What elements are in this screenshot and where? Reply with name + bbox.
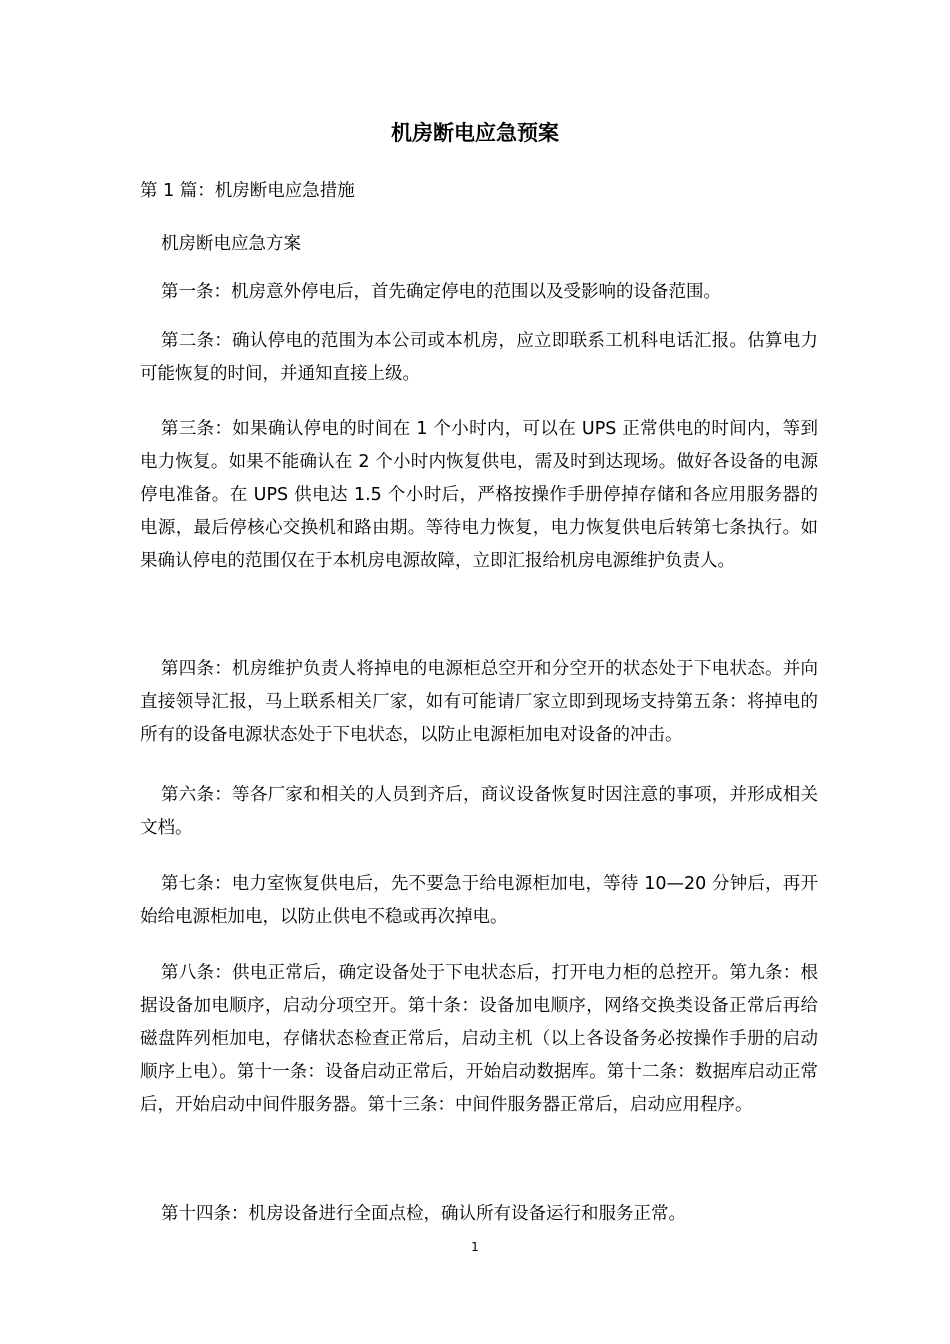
paragraph-article-1: 第一条：机房意外停电后，首先确定停电的范围以及受影响的设备范围。 <box>161 282 721 302</box>
part-heading: 第 1 篇：机房断电应急措施 <box>140 181 355 201</box>
paragraph-article-4: 第四条：机房维护负责人将掉电的电源柜总空开和分空开的状态处于下电状态。并向直接领导汇报，马上联系相关厂家，如有可能请厂家立即到现场支持第五条：将掉电的所有的设备电源状态处于下电状态，以防止电源柜加电对设备的冲击。 <box>140 659 818 745</box>
paragraph-article-2: 第二条：确认停电的范围为本公司或本机房，应立即联系工机科电话汇报。估算电力可能恢复的时间，并通知直接上级。 <box>140 331 818 384</box>
paragraph-plan-heading: 机房断电应急方案 <box>161 234 301 254</box>
paragraph-article-8-13: 第八条：供电正常后，确定设备处于下电状态后，打开电力柜的总控开。第九条：根据设备加电顺序，启动分项空开。第十条：设备加电顺序，网络交换类设备正常后再给磁盘阵列柜加电，存储状态检查正常后，启动主机（以上各设备务必按操作手册的启动顺序上电）。第十一条：设备启动正常后，开始启动数据库。第十二条：数据库启动正常后，开始启动中间件服务器。第十三条：中间件服务器正常后，启动应用程序。 <box>140 963 818 1115</box>
paragraph-article-3: 第三条：如果确认停电的时间在 1 个小时内，可以在 UPS 正常供电的时间内，等到电力恢复。如果不能确认在 2 个小时内恢复供电，需及时到达现场。做好各设备的电源停电准备。在 UPS 供电达 1.5 个小时后，严格按操作手册停掉存储和各应用服务器的电源，最后停核心交换机和路由期。等待电力恢复，电力恢复供电后转第七条执行。如果确认停电的范围仅在于本机房电源故障，立即汇报给机房电源维护负责人。 <box>140 419 818 571</box>
paragraph-article-7: 第七条：电力室恢复供电后，先不要急于给电源柜加电，等待 10—20 分钟后，再开始给电源柜加电，以防止供电不稳或再次掉电。 <box>140 874 818 927</box>
paragraph-article-14: 第十四条：机房设备进行全面点检，确认所有设备运行和服务正常。 <box>161 1204 686 1224</box>
paragraph-article-6: 第六条：等各厂家和相关的人员到齐后，商议设备恢复时因注意的事项，并形成相关文档。 <box>140 785 818 838</box>
page-number: 1 <box>471 1240 479 1254</box>
document-title: 机房断电应急预案 <box>391 121 559 145</box>
